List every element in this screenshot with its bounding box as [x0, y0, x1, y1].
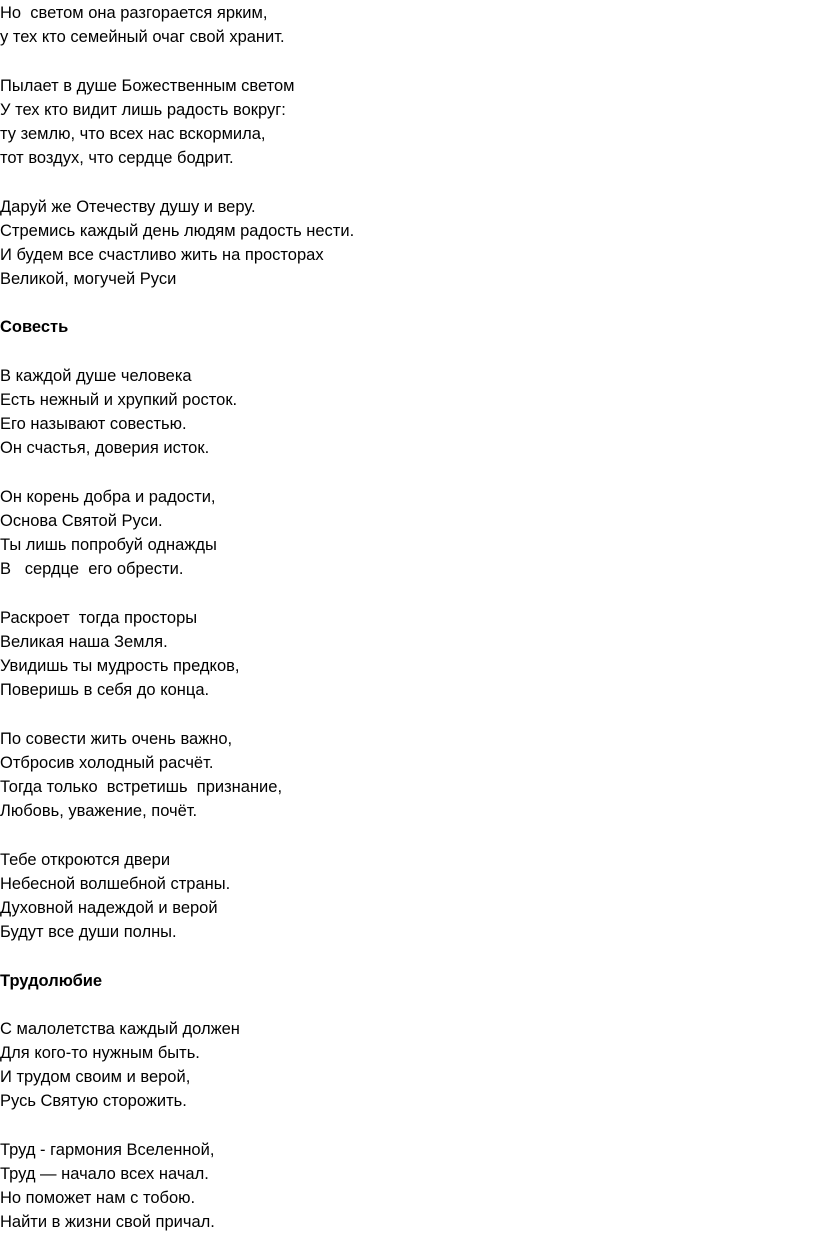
verse-line: В сердце его обрести. [0, 560, 184, 579]
verse-line: Но поможет нам с тобою. [0, 1189, 196, 1208]
section-heading: Совесть [0, 318, 69, 337]
blank-line [0, 291, 810, 315]
verse-line: Основа Святой Руси. [0, 511, 163, 530]
verse-line: Великая наша Земля. [0, 632, 168, 651]
blank-line [0, 461, 810, 485]
verse-line: И будем все счастливо жить на просторах [0, 245, 324, 264]
verse-line: Духовной надеждой и верой [0, 898, 218, 917]
verse-line: Ты лишь попробуй однажды [0, 536, 217, 555]
stanza [0, 485, 810, 582]
verse-line: Увидишь ты мудрость предков, [0, 657, 240, 676]
poem-text [0, 1, 810, 1235]
verse-line: Небесной волшебной страны. [0, 874, 231, 893]
verse-line: Труд - гармония Вселенной, [0, 1140, 215, 1159]
verse-line: Труд — начало всех начал. [0, 1165, 209, 1183]
verse-line: С малолетства каждый должен [0, 1019, 240, 1038]
verse-line: По совести жить очень важно, [0, 729, 233, 748]
verse-line: Будут все души полны. [0, 923, 177, 942]
blank-line [0, 944, 810, 968]
blank-line [0, 49, 810, 73]
blank-line [0, 1114, 810, 1138]
verse-line: Он корень добра и радости, [0, 487, 216, 506]
verse-line: у тех кто семейный очаг свой хранит. [0, 28, 285, 47]
verse-line: В каждой душе человека [0, 366, 192, 385]
verse-line: Тогда только встретишь признание, [0, 778, 283, 796]
stanza [0, 1, 810, 49]
blank-line [0, 702, 810, 726]
verse-line: Найти в жизни свой причал. [0, 1213, 215, 1232]
verse-line: И трудом своим и верой, [0, 1068, 191, 1087]
verse-line: тот воздух, что сердце бодрит. [0, 149, 234, 168]
section-heading: Трудолюбие [0, 971, 103, 990]
verse-line: Великой, могучей Руси [0, 270, 177, 289]
verse-line: Поверишь в себя до конца. [0, 681, 210, 700]
stanza [0, 606, 810, 703]
stanza [0, 848, 810, 945]
verse-line: Есть нежный и хрупкий росток. [0, 391, 238, 409]
verse-line: Он счастья, доверия исток. [0, 439, 210, 458]
verse-line: Русь Святую сторожить. [0, 1092, 187, 1111]
verse-line: Но светом она разгорается ярким, [0, 4, 268, 22]
stanza [0, 727, 810, 824]
blank-line [0, 582, 810, 606]
verse-line: Отбросив холодный расчёт. [0, 753, 214, 772]
blank-line [0, 170, 810, 194]
blank-line [0, 823, 810, 847]
stanza [0, 195, 810, 292]
verse-line: Даруй же Отечеству душу и веру. [0, 197, 256, 216]
blank-line [0, 340, 810, 364]
verse-line: Любовь, уважение, почёт. [0, 802, 198, 821]
stanza [0, 74, 810, 171]
verse-line: Тебе откроются двери [0, 850, 171, 869]
verse-line: ту землю, что всех нас вскормила, [0, 124, 266, 143]
stanza [0, 1138, 810, 1235]
verse-line: Для кого-то нужным быть. [0, 1044, 200, 1063]
verse-line: У тех кто видит лишь радость вокруг: [0, 100, 286, 119]
stanza [0, 1017, 810, 1114]
verse-line: Стремись каждый день людям радость нести. [0, 221, 355, 240]
verse-line: Раскроет тогда просторы [0, 608, 198, 627]
verse-line: Его называют совестью. [0, 415, 187, 434]
stanza [0, 364, 810, 461]
blank-line [0, 993, 810, 1017]
verse-line: Пылает в душе Божественным светом [0, 76, 295, 95]
